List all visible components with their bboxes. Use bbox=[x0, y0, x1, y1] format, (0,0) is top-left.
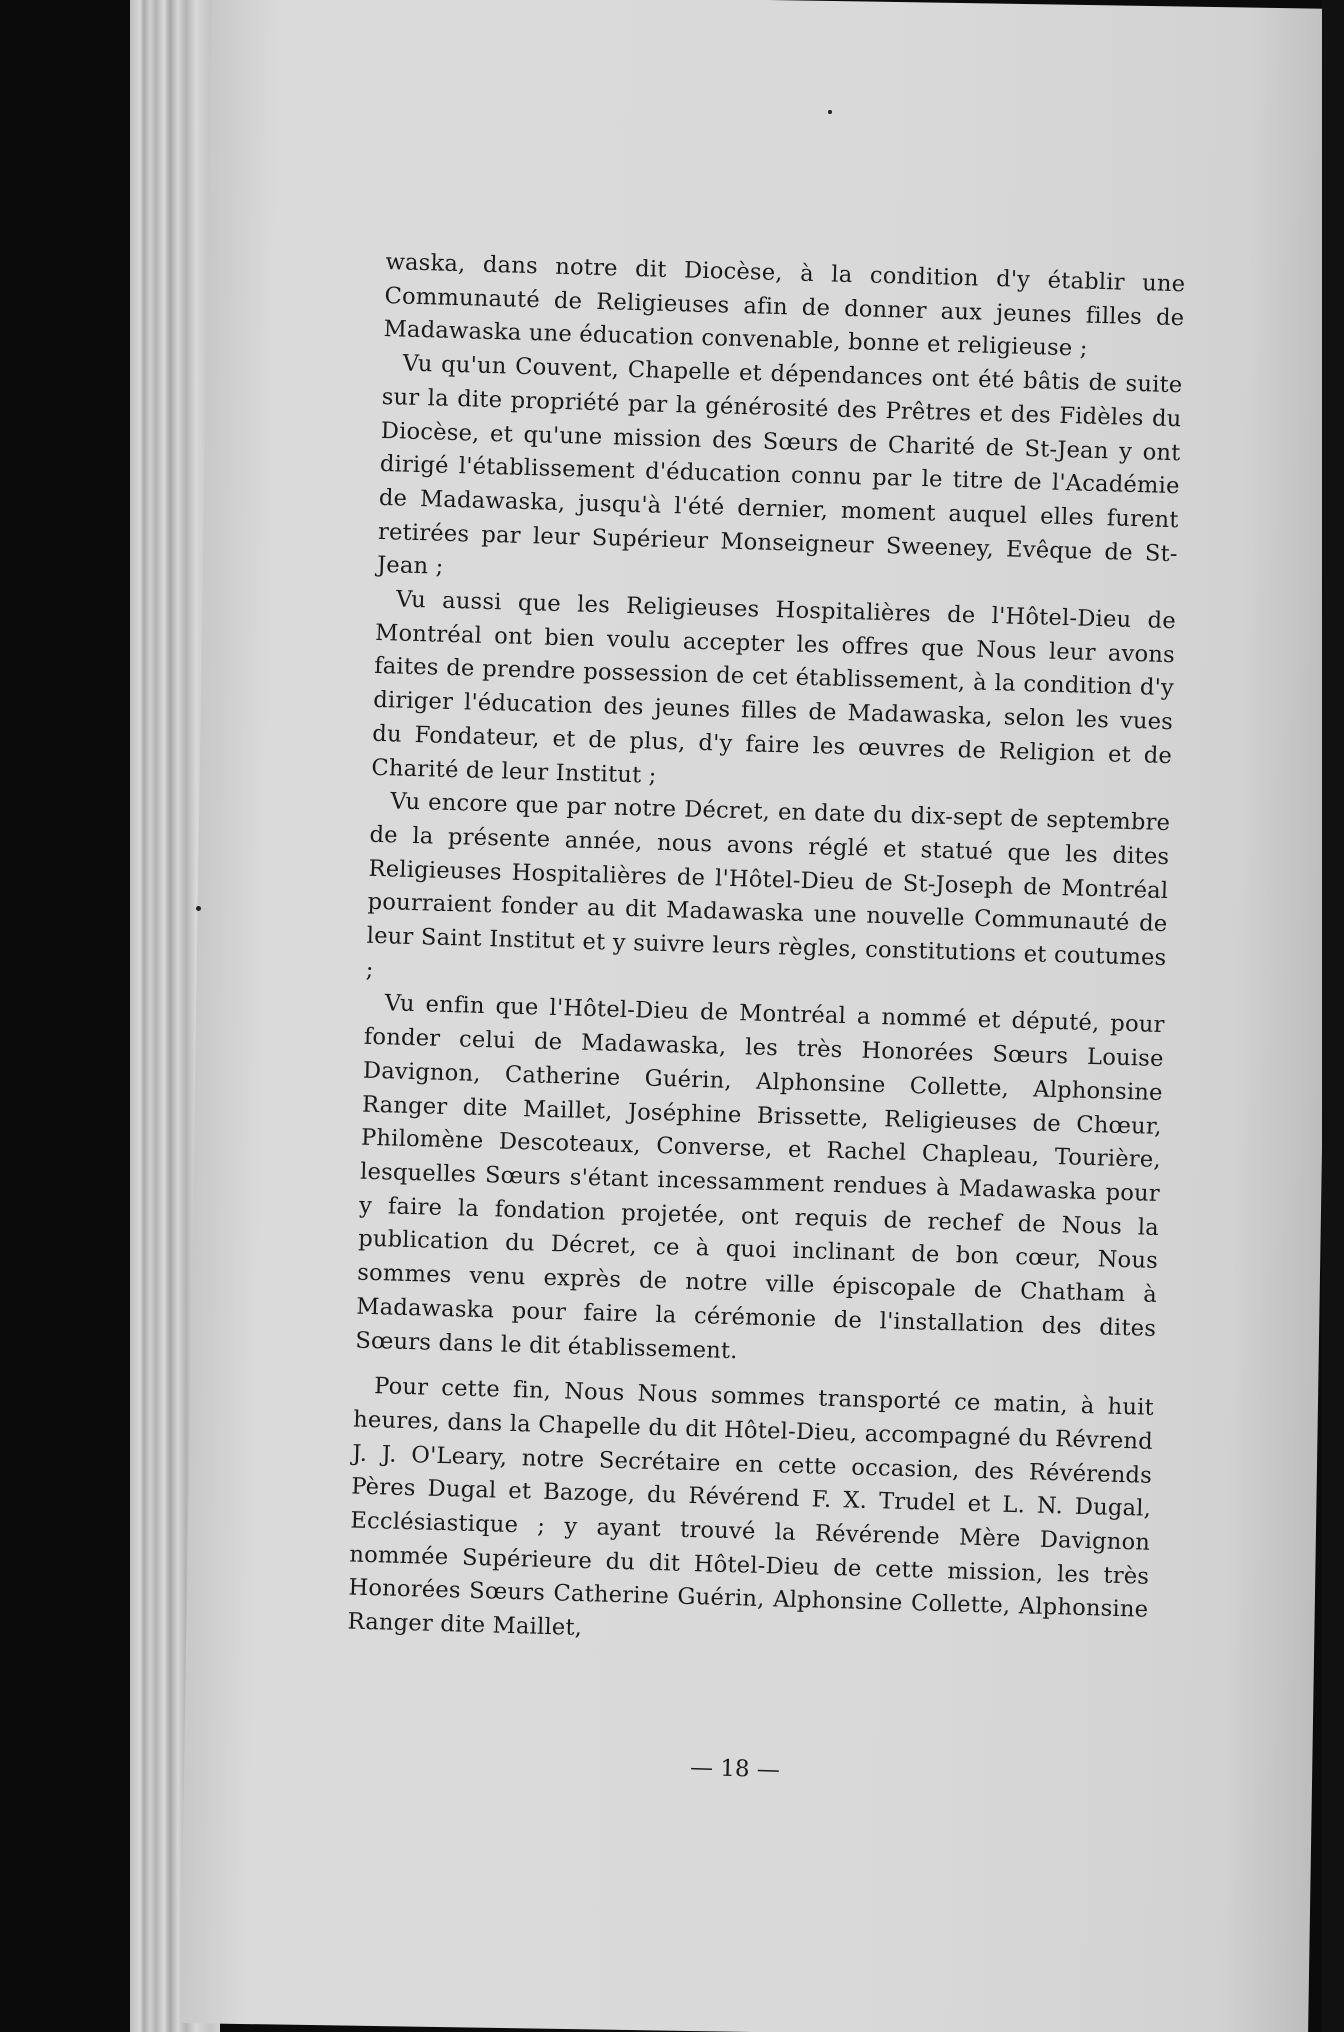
ink-speck bbox=[196, 906, 201, 911]
paragraph-6: Pour cette fin, Nous Nous sommes transporté ce matin, à huit heures, dans la Chapelle du dit Hôtel-Dieu, accompagné du Révrend J. J. O'Leary, notre Secrétaire en cette occasion, des Révérends Pères Dugal et Bazoge, du Révérend F. X. Trudel et L. N. Dugal, Ecclésiastique ; y ayant trouvé la Révérende Mère Davignon nommée Supérieure du dit Hôtel-Dieu de cette mission, les très Honorées Sœurs Catherine Guérin, Alphonsine Collette, Alphonsine Ranger dite Maillet, bbox=[347, 1373, 1155, 1642]
paragraph-1: waska, dans notre dit Diocèse, à la condition d'y établir une Communauté de Religieuses afin de donner aux jeunes filles de Madawaska une éducation convenable, bonne et religieuse ; bbox=[383, 248, 1186, 363]
ink-speck bbox=[828, 110, 832, 114]
right-dark-margin bbox=[1322, 0, 1344, 2032]
page-number: — 18 — bbox=[689, 1754, 781, 1784]
paragraph-2: Vu qu'un Couvent, Chapelle et dépendances ont été bâtis de suite sur la dite propriété par la générosité des Prêtres et des Fidèles du Diocèse, et qu'une mission des Sœurs de Charité de St-Jean y ont dirigé l'établissement d'éducation connu par le titre de l'Académie de Madawaska, jusqu'à l'été dernier, moment auquel elles furent retirées par leur Supérieur Monseigneur Sweeney, Evêque de St-Jean ; bbox=[376, 350, 1183, 581]
body-text bbox=[347, 246, 1186, 1662]
paragraph-5: Vu enfin que l'Hôtel-Dieu de Montréal a nommé et député, pour fonder celui de Madawaska, les très Honorées Sœurs Louise Davignon, Catherine Guérin, Alphonsine Collette, Alphonsine Ranger dite Maillet, Joséphine Brissette, Religieuses de Chœur, Philomène Descoteaux, Converse, et Rachel Chapleau, Tourière, lesquelles Sœurs s'étant incessamment rendues à Madawaska pour y faire la fondation projetée, ont requis de rechef de Nous la publication du Décret, ce à quoi inclinant de bon cœur, Nous sommes venu exprès de notre ville épiscopale de Chatham à Madawaska pour faire la cérémonie de l'installation des dites Sœurs dans le dit établissement. bbox=[355, 990, 1165, 1364]
paragraph-3: Vu aussi que les Religieuses Hospitalières de l'Hôtel-Dieu de Montréal ont bien voulu accepter les offres que Nous leur avons faites de prendre possession de cet établissement, à la condition d'y diriger l'éducation des jeunes filles de Madawaska, selon les vues du Fondateur, et de plus, d'y faire les œuvres de Religion et de Charité de leur Institut ; bbox=[371, 586, 1177, 789]
paragraph-4: Vu encore que par notre Décret, en date du dix-sept de septembre de la présente année, nous avons réglé et statué que les dites Religieuses Hospitalières de l'Hôtel-Dieu de St-Joseph de Montréal pourraient fonder au dit Madawaska une nouvelle Communauté de leur Saint Institut et y suivre leurs règles, constitutions et coutumes ; bbox=[365, 788, 1171, 983]
